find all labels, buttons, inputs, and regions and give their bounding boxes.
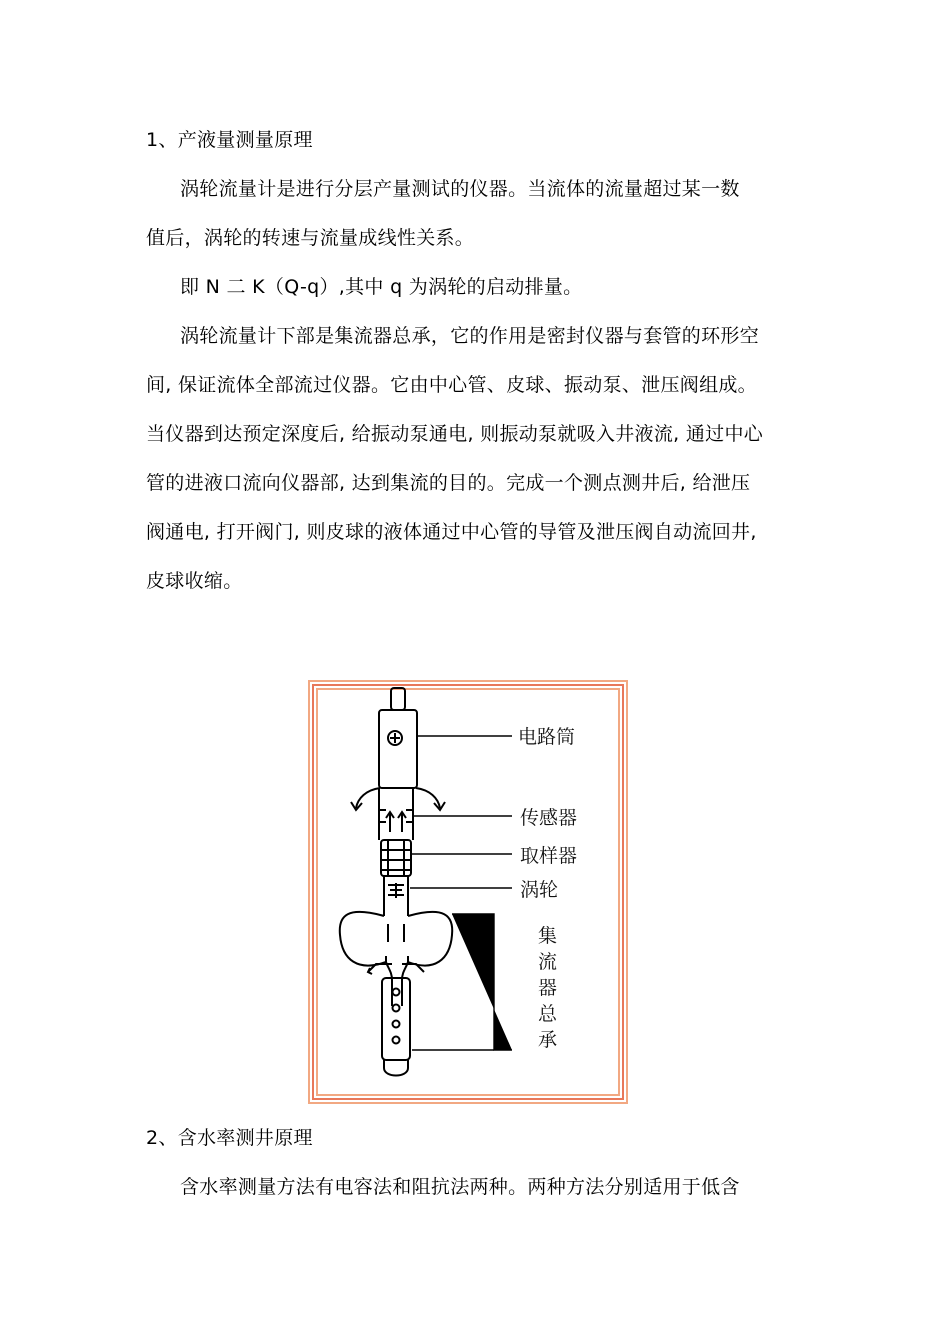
paragraph-line: 当仪器到达预定深度后, 给振动泵通电, 则振动泵就吸入井液流, 通过中心 bbox=[146, 423, 764, 445]
figure-frame bbox=[309, 681, 627, 1103]
label-collector-char: 流 bbox=[538, 951, 558, 973]
paragraph-line: 皮球收缩。 bbox=[146, 570, 243, 592]
turbine-flowmeter-figure bbox=[308, 680, 628, 1104]
label-circuit-cylinder: 电路筒 bbox=[518, 726, 576, 748]
label-collector-char: 集 bbox=[538, 925, 558, 947]
leader-lines bbox=[410, 736, 512, 1050]
section-heading-2: 2、含水率测井原理 bbox=[146, 1127, 313, 1149]
paragraph-line: 阀通电, 打开阀门, 则皮球的液体通过中心管的导管及泄压阀自动流回井, bbox=[146, 521, 757, 543]
paragraph-line: 间, 保证流体全部流过仪器。它由中心管、皮球、振动泵、泄压阀组成。 bbox=[146, 374, 757, 396]
paragraph-line: 含水率测量方法有电容法和阻抗法两种。两种方法分别适用于低含 bbox=[180, 1176, 740, 1198]
label-collector-char: 总 bbox=[538, 1003, 558, 1025]
label-sensor: 传感器 bbox=[520, 807, 578, 829]
paragraph-line: 管的进液口流向仪器部, 达到集流的目的。完成一个测点测井后, 给泄压 bbox=[146, 472, 751, 494]
label-collector-char: 器 bbox=[538, 977, 558, 999]
section-heading-1: 1、产液量测量原理 bbox=[146, 129, 313, 151]
paragraph-line: 涡轮流量计是进行分层产量测试的仪器。当流体的流量超过某一数 bbox=[180, 178, 740, 200]
paragraph-line: 值后，涡轮的转速与流量成线性关系。 bbox=[146, 227, 475, 249]
label-sampler: 取样器 bbox=[520, 845, 578, 867]
label-turbine: 涡轮 bbox=[520, 879, 559, 901]
paragraph-line: 即 N 二 K（Q-q）,其中 q 为涡轮的启动排量。 bbox=[180, 276, 583, 298]
label-collector-char: 承 bbox=[538, 1029, 558, 1051]
instrument-drawing bbox=[340, 688, 452, 1076]
paragraph-line: 涡轮流量计下部是集流器总承，它的作用是密封仪器与套管的环形空 bbox=[180, 325, 760, 347]
